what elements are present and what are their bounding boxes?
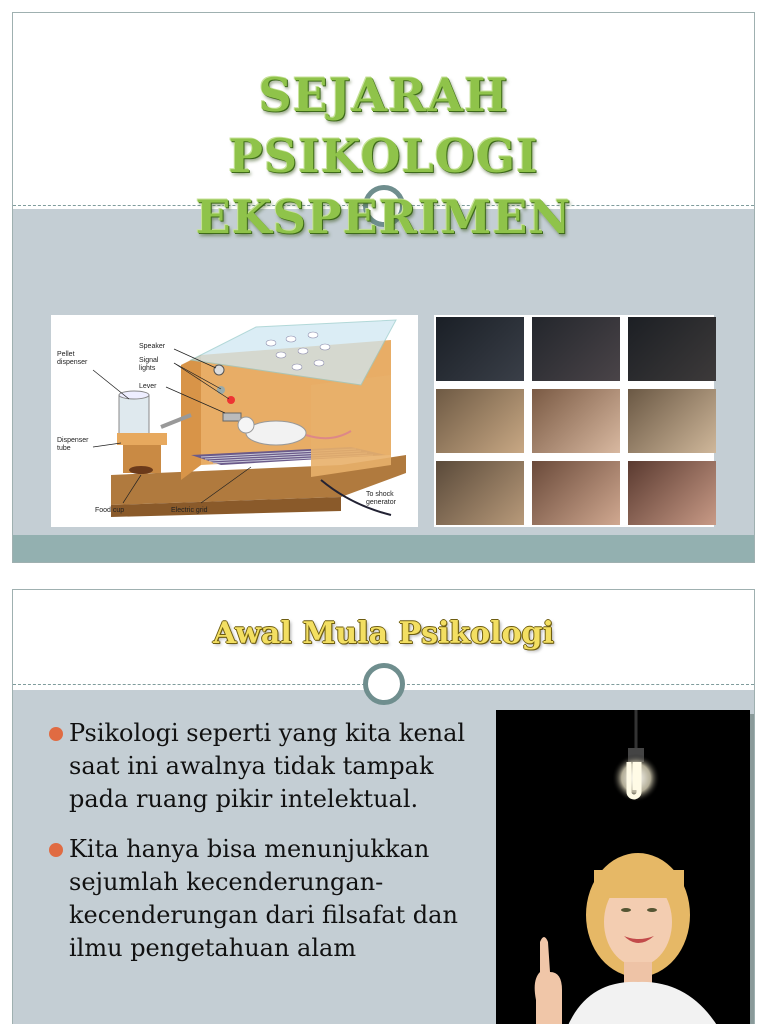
ring-ornament-icon — [363, 663, 405, 705]
slide-footer-band — [13, 535, 754, 563]
photo-6 — [628, 389, 716, 453]
bullet-text: Psikologi seperti yang kita kenal saat ini awalnya tidak tampak pada ruang pikir intelektual. — [69, 719, 466, 813]
list-item — [49, 717, 489, 816]
slide-2 — [12, 589, 755, 1024]
photo-8 — [532, 461, 620, 525]
title-line-2: PSIKOLOGI — [228, 129, 539, 183]
photo-2 — [532, 317, 620, 381]
photo-5 — [532, 389, 620, 453]
bullet-list — [49, 717, 489, 982]
photo-1 — [436, 317, 524, 381]
lightbulb-illustration — [496, 710, 750, 1024]
label-speaker: Speaker — [139, 343, 166, 350]
label-signal-lights: Signal lights — [139, 357, 159, 372]
title-line-1: SEJARAH — [258, 68, 509, 122]
skinner-box-illustration — [51, 315, 418, 527]
photo-4 — [436, 389, 524, 453]
bullet-dot-icon — [49, 843, 63, 857]
bobo-doll-photo-grid — [434, 315, 714, 527]
bullet-text: Kita hanya bisa menunjukkan sejumlah kecenderungan-kecenderungan dari filsafat dan ilmu pengetahuan alam — [69, 835, 458, 962]
label-shock-generator: To shock generator — [366, 491, 396, 506]
lightbulb-woman-photo — [496, 710, 750, 1024]
slide-1 — [12, 12, 755, 563]
photo-9 — [628, 461, 716, 525]
bullet-dot-icon — [49, 727, 63, 741]
label-electric-grid: Electric grid — [171, 507, 208, 514]
skinner-box-diagram — [51, 315, 418, 527]
photo-7 — [436, 461, 524, 525]
label-pellet-dispenser: Pellet dispenser — [57, 351, 88, 366]
title-line-3: EKSPERIMEN — [195, 190, 572, 244]
slide-title: Awal Mula Psikologi — [213, 616, 554, 651]
label-dispenser-tube: Dispenser tube — [57, 437, 89, 452]
photo-3 — [628, 317, 716, 381]
label-lever: Lever — [139, 383, 157, 390]
slide-title — [13, 65, 754, 248]
label-food-cup: Food cup — [95, 507, 125, 514]
list-item — [49, 833, 489, 965]
